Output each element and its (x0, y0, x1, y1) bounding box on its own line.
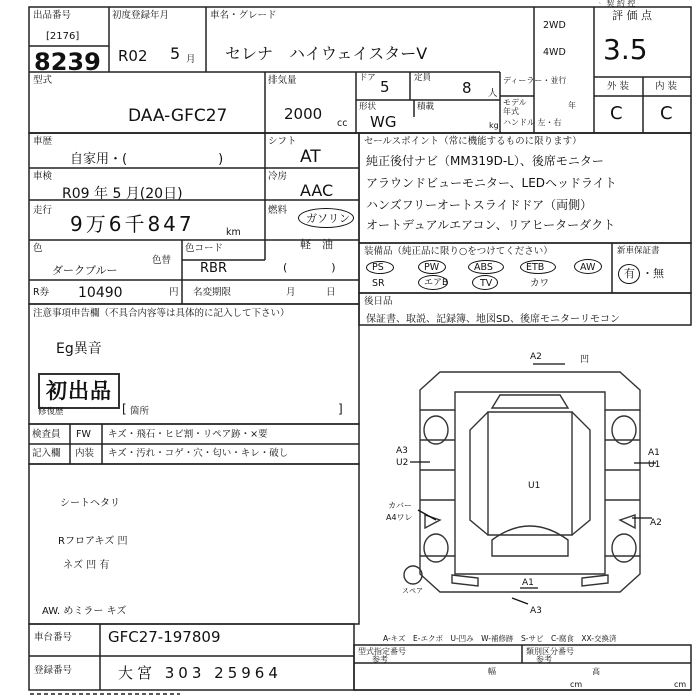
equip-tv-circle (472, 275, 498, 290)
color-code-label: 色コード (185, 243, 224, 254)
color-change-label: 色替 (152, 255, 172, 266)
notes-title: 注意事項申告欄（不具合内容等は具体的に記入して下さい） (33, 308, 290, 319)
sales-point-line: 純正後付ナビ（MM319D-L）、後席モニター (366, 154, 604, 168)
equip-abs-circle (468, 260, 504, 274)
damage-mark: 凹 (580, 355, 590, 365)
score-label: 評 価 点 (612, 9, 652, 22)
name-change-month: 月 (286, 287, 296, 298)
model-spec-label: 型式指定番号 (358, 647, 406, 656)
inspection-label: 車検 (33, 171, 53, 182)
after-items-value: 保証書、取説、記録簿、地図SD、後席モニターリモコン (366, 314, 621, 325)
damage-mark: A2 (650, 518, 662, 528)
load-label: 積載 (417, 102, 435, 112)
warranty-yes: 有 (624, 267, 635, 280)
plate-number: 大宮 303 25964 (118, 664, 282, 682)
inspector-label: 検査員 (32, 429, 61, 440)
damage-mark: A1 (648, 448, 660, 458)
first-listing-stamp: 初出品 (38, 373, 120, 409)
registration-month-unit: 月 (186, 54, 196, 65)
exterior-grade: C (610, 103, 623, 124)
exterior-label: 外 装 (607, 81, 630, 92)
registration-era: R02 (118, 47, 148, 65)
equip-etb: ETB (526, 262, 545, 273)
sheet-corner-label: ᆞ 契 約 控 (596, 0, 636, 8)
mileage-unit: km (226, 227, 241, 238)
name-change-day: 日 (326, 287, 336, 298)
fuel-gasoline: ガソリン (306, 212, 350, 225)
plate-label: 登録番号 (34, 665, 73, 676)
repair-history-label: 修復歴 (38, 407, 64, 417)
ac-label: 冷房 (268, 171, 288, 182)
handle-label: ハンドル 左・右 (503, 118, 562, 127)
chassis-number: GFC27-197809 (108, 628, 221, 646)
lot-sub-number: [2176] (46, 31, 80, 42)
sales-point-line: アラウンドビューモニター、LEDヘッドライト (366, 176, 617, 190)
damage-mark: A1 (522, 578, 534, 588)
mileage-value: 9万6千847 (70, 212, 195, 236)
inspector-fw: FW (76, 429, 91, 440)
displacement-label: 排気量 (268, 75, 297, 86)
equip-aw-circle (574, 259, 602, 274)
damage-mark: スペア (402, 587, 423, 595)
recycle-label: R券 (33, 287, 50, 298)
sales-points-title: セールスポイント（常に機能するものに限ります） (364, 136, 582, 147)
remark-line: ネズ 凹 有 (63, 560, 110, 571)
model-year-unit: 年 (568, 101, 576, 110)
dealer-parallel-label: ディーラー・並行 (503, 76, 567, 85)
model-label: 型式 (33, 75, 53, 86)
fuel-label: 燃料 (268, 205, 288, 216)
after-items-label: 後日品 (364, 296, 393, 307)
equip-sr: SR (372, 278, 385, 289)
damage-mark: U1 (648, 460, 661, 470)
damage-mark: A3 (530, 606, 542, 616)
remark-line: AW. めミラー キズ (42, 606, 127, 617)
color-value: ダークブルー (52, 264, 118, 277)
equip-aw: AW (580, 262, 596, 273)
inspection-value: R09 年 5 月(20日) (62, 186, 183, 202)
damage-mark: カバー (388, 501, 412, 510)
sales-point-line: オートデュアルエアコン、リアヒーターダクト (366, 218, 616, 232)
registration-month: 5 (170, 44, 181, 63)
damage-mark: A2 (530, 352, 542, 362)
repair-bracket-close: ] (338, 402, 343, 416)
color-code-value: RBR (200, 261, 227, 276)
equip-ps-circle (366, 261, 394, 274)
equipment-title: 装備品（純正品に限り○をつけてください） (364, 246, 553, 257)
capacity-value: 8 (462, 79, 472, 97)
fuel-other: ( ) (283, 261, 336, 274)
damage-mark: U2 (396, 458, 409, 468)
equip-pw: PW (424, 262, 440, 273)
equip-etb-circle (520, 260, 556, 274)
displacement-unit: cc (337, 118, 348, 129)
damage-legend: A-キズ E-エクボ U-凹み W-補修跡 S-サビ C-腐食 XX-交換済 (383, 634, 617, 643)
displacement-value: 2000 (284, 105, 323, 123)
capacity-label: 定員 (414, 73, 432, 83)
lot-number-label: 出品番号 (33, 10, 72, 21)
first-registration-label: 初度登録年月 (112, 10, 170, 21)
doors-label: ドア (359, 73, 376, 83)
recycle-value: 10490 (78, 285, 123, 301)
shift-label: シフト (268, 136, 297, 147)
equip-ps: PS (372, 262, 384, 273)
inspector-notes-label: 記入欄 (32, 448, 61, 459)
damage-mark: A3 (396, 446, 408, 456)
shift-value: AT (300, 147, 321, 167)
height-label: 高 (592, 667, 600, 676)
equip-airbag: エアB (424, 278, 449, 288)
mileage-label: 走行 (33, 205, 53, 216)
model-year-label: モデル年式 (503, 98, 527, 116)
interior-label: 内 装 (655, 81, 678, 92)
recycle-unit: 円 (169, 287, 179, 298)
class-number-ref: 参考 (536, 655, 552, 664)
body-shape-label: 形状 (359, 102, 377, 112)
car-name-label: 車名・グレード (210, 10, 277, 21)
inspector-interior: 内装 (75, 448, 95, 459)
history-value: 自家用・( ) (70, 152, 224, 167)
warranty-no: ・無 (642, 267, 664, 280)
equip-abs: ABS (474, 262, 493, 273)
equip-tv: TV (480, 278, 493, 289)
warranty-yes-circle (618, 264, 640, 284)
damage-mark: A4ワレ (386, 513, 413, 522)
drive-2wd: 2WD (543, 20, 566, 31)
ac-value: AAC (300, 181, 334, 200)
height-unit: cm (674, 680, 687, 689)
color-label: 色 (33, 243, 43, 254)
equip-pw-circle (418, 260, 446, 274)
warranty-label: 新車保証書 (617, 246, 660, 256)
interior-grade: C (660, 103, 673, 124)
load-unit: kg (489, 121, 499, 130)
car-name: セレナ ハイウェイスターV (225, 44, 428, 63)
class-number-label: 類別区分番号 (526, 647, 574, 656)
width-unit: cm (570, 680, 583, 689)
repair-bracket-open: [ (122, 402, 127, 416)
equip-airbag-circle (418, 275, 448, 290)
damage-mark: U1 (528, 481, 541, 491)
equip-leather: カワ (530, 278, 550, 289)
name-change-label: 名変期限 (193, 287, 232, 298)
model-spec-ref: 参考 (372, 655, 388, 664)
lot-number: 8239 (34, 48, 101, 76)
inspector-interior-items: キズ・汚れ・コゲ・穴・匂い・キレ・破し (108, 448, 289, 459)
remark-line: Rフロアキズ 凹 (58, 536, 128, 547)
history-label: 車歴 (33, 136, 53, 147)
chassis-label: 車台番号 (34, 632, 73, 643)
inspector-fw-items: キズ・飛石・ヒビ割・リペア跡・×要 (108, 429, 268, 440)
sales-point-line: ハンズフリーオートスライドドア（両側） (366, 198, 593, 212)
drive-4wd: 4WD (543, 47, 566, 58)
repair-place-label: 箇所 (130, 406, 150, 417)
notes-line: Eg異音 (56, 341, 102, 357)
capacity-unit: 人 (488, 88, 498, 99)
score-value: 3.5 (603, 33, 648, 66)
fuel-gasoline-circle (298, 208, 354, 228)
model-code: DAA-GFC27 (128, 106, 228, 126)
doors-value: 5 (380, 78, 390, 96)
width-label: 幅 (488, 667, 496, 676)
remark-line: シートヘタリ (60, 498, 120, 509)
fuel-diesel: 軽 油 (300, 238, 333, 251)
body-shape-value: WG (370, 113, 397, 131)
